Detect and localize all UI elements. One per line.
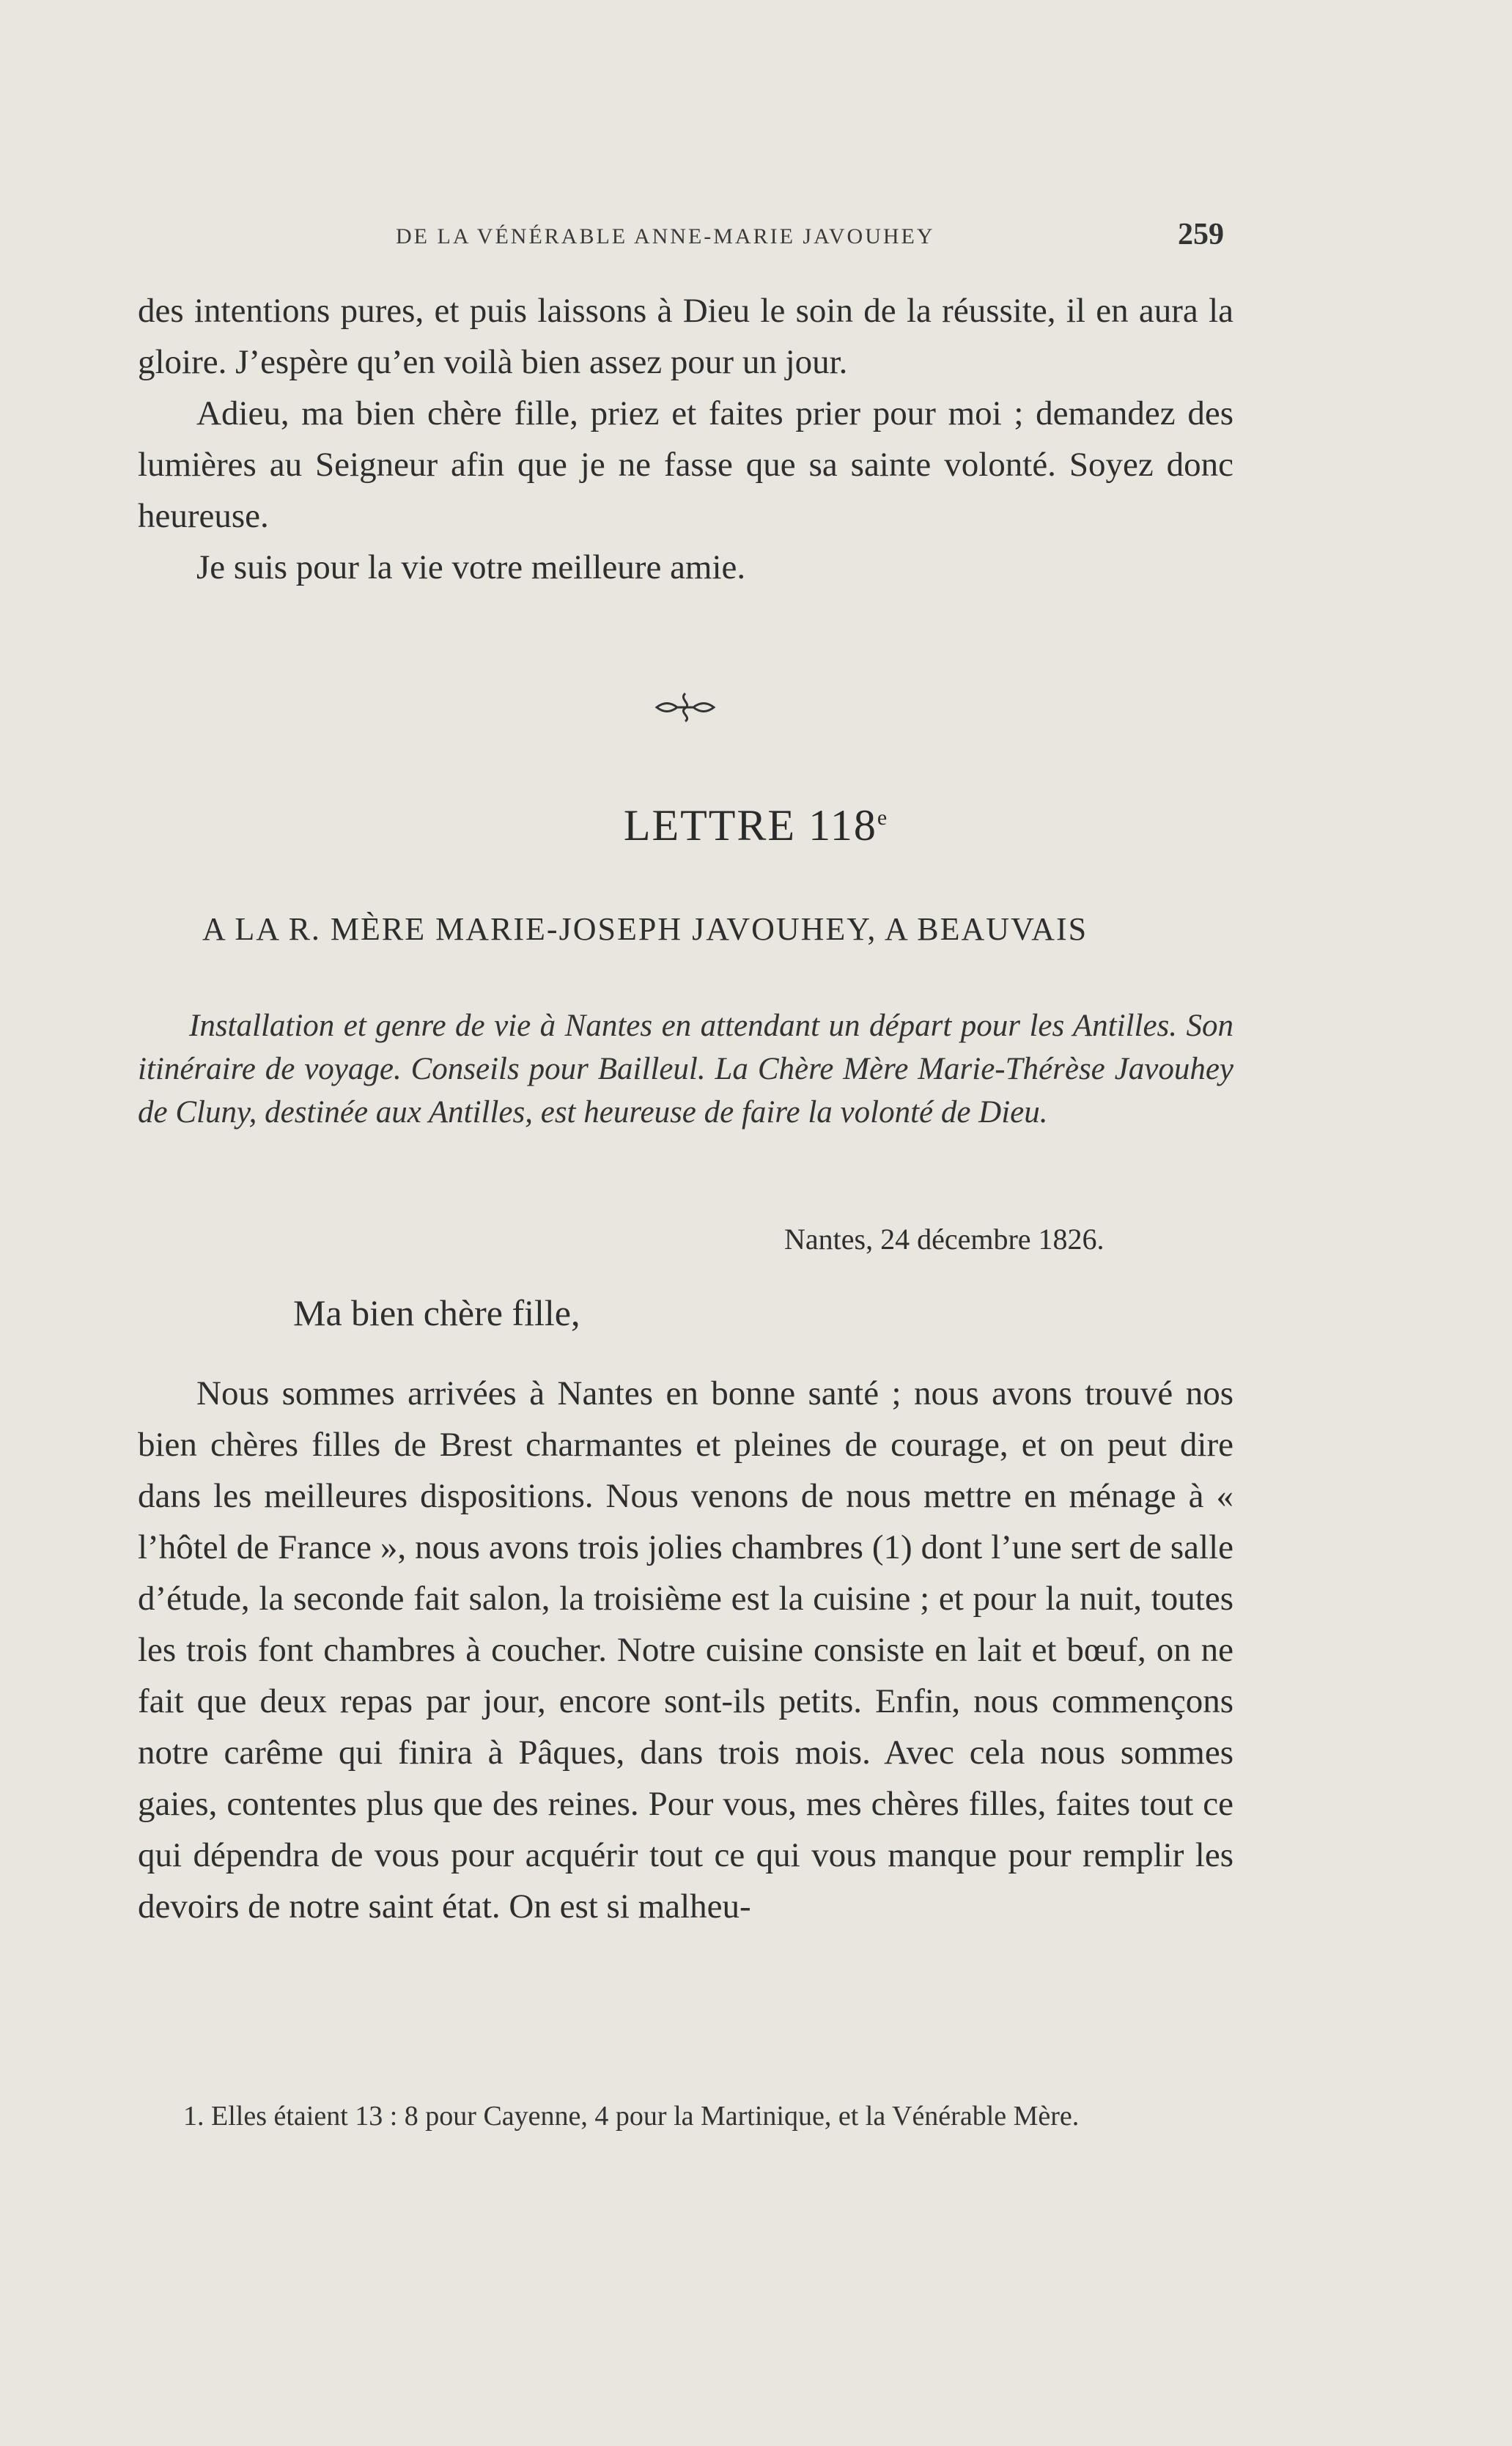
closing-line: Je suis pour la vie votre meilleure amie.	[196, 548, 746, 586]
letter-dateline: Nantes, 24 décembre 1826.	[784, 1223, 1105, 1256]
paragraph: Adieu, ma bien chère fille, priez et faites prier pour moi ; demandez des lumières au Seigneur afin que je ne fasse que sa sainte volonté. Soyez donc heureuse.	[138, 394, 1233, 535]
page-number: 259	[1178, 218, 1224, 251]
letter-body	[138, 1368, 1233, 1932]
paragraph: Nous sommes arrivées à Nantes en bonne santé ; nous avons trouvé nos bien chères filles de Brest charmantes et pleines de courage, et on peut dire dans les meilleures dispositions. Nous venons de nous mettre en ménage à « l’hôtel de France », nous avons trois jolies chambres (1) dont l’une sert de salle d’étude, la seconde fait salon, la troisième est la cuisine ; et pour la nuit, toutes les trois font chambres à coucher. Notre cuisine consiste en lait et bœuf, on ne fait que deux repas par jour, encore sont-ils petits. Enfin, nous commençons notre carême qui finira à Pâques, dans trois mois. Avec cela nous sommes gaies, contentes plus que des reines. Pour vous, mes chères filles, faites tout ce qui dépendra de vous pour acquérir tout ce qui vous manque pour remplir les devoirs de notre saint état. On est si malheu-	[138, 1374, 1233, 1926]
letter-title: LETTRE 118e	[623, 801, 889, 850]
letter-summary: Installation et genre de vie à Nantes en attendant un départ pour les Antilles. Son itinéraire de voyage. Conseils pour Bailleul. La Chère Mère Marie-Thérèse Javouhey de Cluny, destinée aux Antilles, est heureuse de faire la volonté de Dieu.	[138, 1009, 1233, 1130]
letter-salutation: Ma bien chère fille,	[293, 1292, 580, 1333]
previous-letter-ending	[138, 285, 1233, 593]
footnote: 1. Elles étaient 13 : 8 pour Cayenne, 4 pour la Martinique, et la Vénérable Mère.	[183, 2101, 1080, 2132]
fleuron-ornament-icon	[652, 689, 718, 726]
letter-recipient: A LA R. MÈRE MARIE-JOSEPH JAVOUHEY, A BEAUVAIS	[202, 911, 1088, 947]
running-head: DE LA VÉNÉRABLE ANNE-MARIE JAVOUHEY	[396, 224, 935, 248]
paragraph: des intentions pures, et puis laissons à Dieu le soin de la réussite, il en aura la gloire. J’espère qu’en voilà bien assez pour un jour.	[138, 292, 1233, 381]
